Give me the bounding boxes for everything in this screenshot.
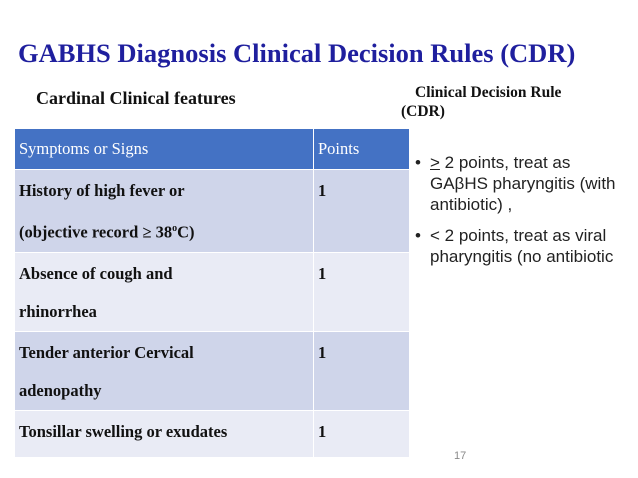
sign-line: Tender anterior Cervical <box>19 342 194 362</box>
cdr-heading-line1: Clinical Decision Rule <box>415 84 562 101</box>
sign-cell <box>15 410 314 457</box>
degree-mark: o <box>172 223 178 234</box>
slide-title: GABHS Diagnosis Clinical Decision Rules (CDR) <box>18 38 576 68</box>
decision-rules-list <box>415 152 625 277</box>
header-symptoms: Symptoms or Signs <box>15 129 314 170</box>
rule-text: 2 points, treat as viral pharyngitis (no antibiotic <box>430 226 614 266</box>
points-cell: 1 <box>314 170 410 253</box>
sign-line: Absence of cough and <box>19 263 173 283</box>
table-row <box>15 410 410 457</box>
table-row <box>15 170 410 253</box>
cdr-heading-line2: (CDR) <box>401 103 445 120</box>
table-header-row <box>15 129 410 170</box>
sign-line: History of high fever or <box>19 181 185 200</box>
page-number: 17 <box>454 450 467 462</box>
bullet-mark: • <box>415 153 421 172</box>
list-item <box>415 225 625 267</box>
points-cell: 1 <box>314 252 410 331</box>
sign-line: (objective record ≥ 38 <box>19 222 173 242</box>
bullet-mark: • <box>415 226 421 245</box>
header-points: Points <box>314 129 410 170</box>
sign-line-suffix: C) <box>177 222 195 242</box>
sign-line: Tonsillar swelling or exudates <box>19 421 228 441</box>
points-cell: 1 <box>314 331 410 410</box>
sign-line: adenopathy <box>19 380 102 400</box>
rule-symbol: > <box>430 153 440 172</box>
table-row <box>15 331 410 410</box>
table-row <box>15 252 410 331</box>
sign-cell <box>15 331 314 410</box>
rule-text: 2 points, treat as GAβHS pharyngitis (with antibiotic) , <box>430 153 616 214</box>
sign-line: rhinorrhea <box>19 301 97 321</box>
rule-symbol: < <box>430 226 440 245</box>
sign-cell <box>15 170 314 253</box>
list-item <box>415 152 625 215</box>
points-cell: 1 <box>314 410 410 457</box>
cardinal-features-heading: Cardinal Clinical features <box>36 88 236 108</box>
cdr-heading <box>401 83 611 121</box>
clinical-features-table <box>15 129 410 457</box>
sign-cell <box>15 252 314 331</box>
